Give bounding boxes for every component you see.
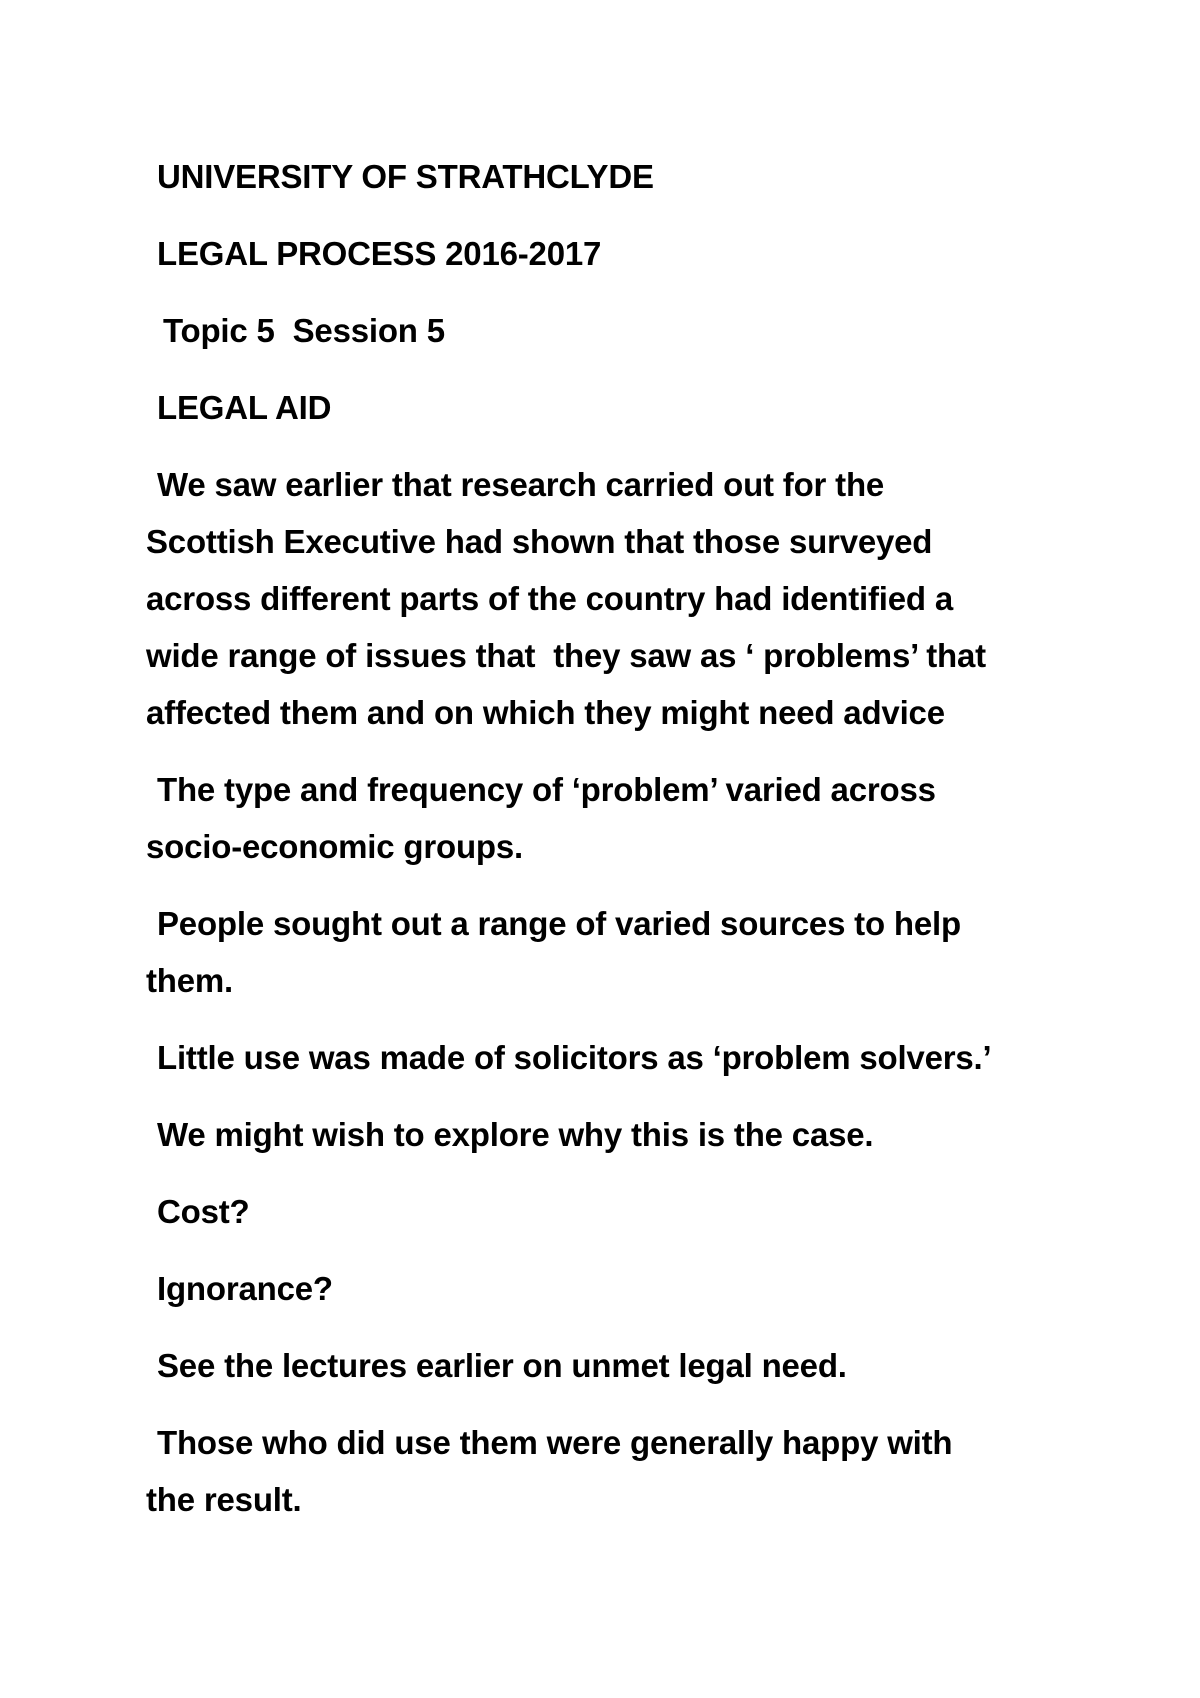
- subject-heading-text: LEGAL AID: [157, 389, 332, 426]
- paragraph-line: Little use was made of solicitors as ‘problem solvers.’: [157, 1039, 992, 1076]
- paragraph-line: Those who did use them were generally happy with: [157, 1424, 953, 1461]
- topic-heading: [146, 302, 1076, 359]
- paragraph-result: [146, 1414, 1076, 1528]
- subject-heading: [146, 379, 1076, 436]
- paragraph-line: See the lectures earlier on unmet legal need.: [157, 1347, 847, 1384]
- paragraph-line: Scottish Executive had shown that those surveyed: [146, 523, 933, 560]
- paragraph-line: across different parts of the country had identified a: [146, 580, 953, 617]
- paragraph-line: affected them and on which they might need advice: [146, 694, 945, 731]
- university-heading: [146, 148, 1076, 205]
- paragraph-problem-type: [146, 761, 1076, 875]
- paragraph-line: We saw earlier that research carried out for the: [157, 466, 885, 503]
- paragraph-line: Cost?: [157, 1193, 250, 1230]
- course-heading: [146, 225, 1076, 282]
- paragraph-research: [146, 456, 1076, 741]
- paragraph-solicitors: [146, 1029, 1076, 1086]
- paragraph-line: The type and frequency of ‘problem’ varied across: [157, 771, 936, 808]
- topic-heading-text: Topic 5 Session 5: [163, 312, 445, 349]
- paragraph-line: Ignorance?: [157, 1270, 333, 1307]
- paragraph-line: socio-economic groups.: [146, 828, 523, 865]
- paragraph-sources: [146, 895, 1076, 1009]
- document-body: [146, 148, 1076, 1548]
- paragraph-line: We might wish to explore why this is the case.: [157, 1116, 874, 1153]
- paragraph-ignorance: [146, 1260, 1076, 1317]
- university-heading-text: UNIVERSITY OF STRATHCLYDE: [157, 158, 654, 195]
- paragraph-lectures: [146, 1337, 1076, 1394]
- course-heading-text: LEGAL PROCESS 2016-2017: [157, 235, 602, 272]
- paragraph-line: wide range of issues that they saw as ‘ problems’ that: [146, 637, 986, 674]
- paragraph-explore: [146, 1106, 1076, 1163]
- paragraph-line: them.: [146, 962, 234, 999]
- paragraph-line: People sought out a range of varied sources to help: [157, 905, 961, 942]
- paragraph-line: the result.: [146, 1481, 302, 1518]
- paragraph-cost: [146, 1183, 1076, 1240]
